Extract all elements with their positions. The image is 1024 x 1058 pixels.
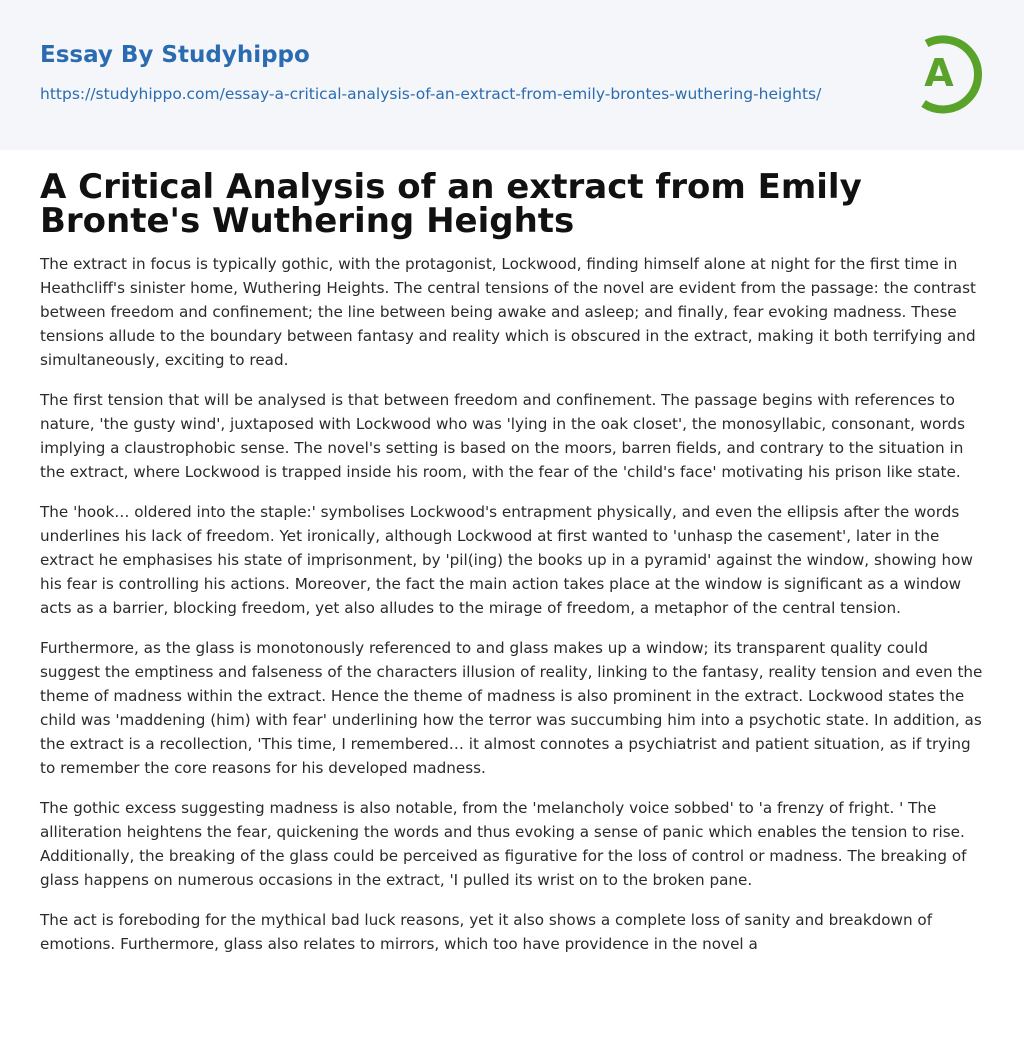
essay-url-link[interactable]: https://studyhippo.com/essay-a-critical-analysis-of-an-extract-from-emily-brontes-wuthering-heights/ [40,85,822,103]
article-paragraph-6: The act is foreboding for the mythical bad luck reasons, yet it also shows a complete loss of sanity and breakdown of emotions. Furthermore, glass also relates to mirrors, which too have providence in the novel a [40,911,933,953]
article-paragraph-3: The 'hook… oldered into the staple:' symbolises Lockwood's entrapment physically, and even the ellipsis after the words underlines his lack of freedom. Yet ironically, although Lockwood at first wanted to 'unhasp the casement', later in the extract he emphasises his state of imprisonment, by 'pil(ing) the books up in a pyramid' against the window, showing how his fear is controlling his actions. Moreover, the fact the main action takes place at the window is significant as a window acts as a barrier, blocking freedom, yet also alludes to the mirage of freedom, a metaphor of the central tension. [40,503,973,617]
logo-icon [908,28,988,116]
article-title: A Critical Analysis of an extract from Emily Bronte's Wuthering Heights [40,167,862,241]
site-header [0,0,1024,150]
article [40,167,988,956]
article-paragraph-1: The extract in focus is typically gothic, with the protagonist, Lockwood, finding himself alone at night for the first time in Heathcliff's sinister home, Wuthering Heights. The central tensions of the novel are evident from the passage: the contrast between freedom and confinement; the line between being awake and asleep; and finally, fear evoking madness. These tensions allude to the boundary between fantasy and reality which is obscured in the extract, making it both terrifying and simultaneously, exciting to read. [40,255,976,369]
article-paragraph-2: The first tension that will be analysed is that between freedom and confinement. The passage begins with references to nature, 'the gusty wind', juxtaposed with Lockwood who was 'lying in the oak closet', the monosyllabic, consonant, words implying a claustrophobic sense. The novel's setting is based on the moors, barren fields, and contrary to the situation in the extract, where Lockwood is trapped inside his room, with the fear of the 'child's face' motivating his prison like state. [40,391,965,481]
brand-title[interactable]: Essay By Studyhippo [40,42,310,68]
article-paragraph-4: Furthermore, as the glass is monotonously referenced to and glass makes up a window; its transparent quality could suggest the emptiness and falseness of the characters illusion of reality, linking to the fantasy, reality tension and even the theme of madness within the extract. Hence the theme of madness is also prominent in the extract. Lockwood states the child was 'maddening (him) with fear' underlining how the terror was succumbing him into a psychotic state. In addition, as the extract is a recollection, 'This time, I remembered… it almost connotes a psychiatrist and patient situation, as if trying to remember the core reasons for his developed madness. [40,639,983,777]
article-paragraph-5: The gothic excess suggesting madness is also notable, from the 'melancholy voice sobbed' to 'a frenzy of fright. ' The alliteration heightens the fear, quickening the words and thus evoking a sense of panic which enables the tension to rise. Additionally, the breaking of the glass could be perceived as figurative for the loss of control or madness. The breaking of glass happens on numerous occasions in the extract, 'I pulled its wrist on to the broken pane. [40,799,967,889]
studyhippo-logo[interactable] [908,28,988,116]
logo-letter: A [924,51,954,95]
